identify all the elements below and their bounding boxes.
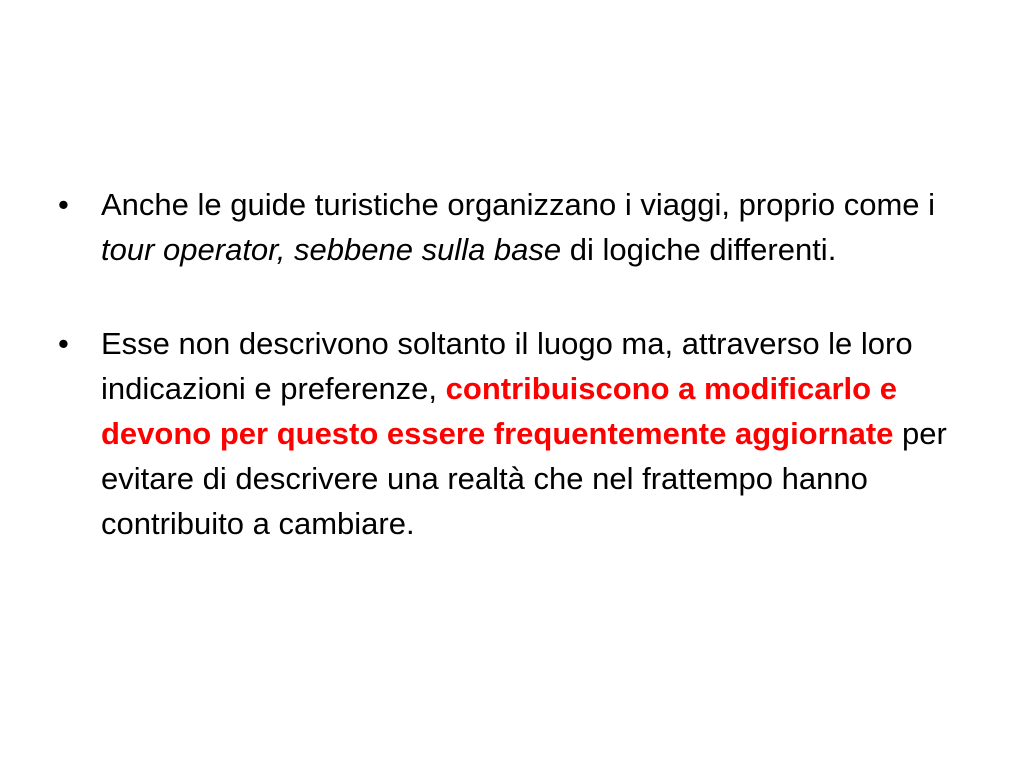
bullet-icon: • xyxy=(58,187,69,222)
bullet-1-text-end: di logiche differenti. xyxy=(561,232,837,267)
bullet-1-text-intro: Anche le guide turistiche organizzano i viaggi, proprio come i xyxy=(101,187,936,222)
bullet-2-text-end: per evitare di descrivere una realtà che nel frattempo hanno contribuito a cambiare. xyxy=(101,416,947,541)
bullet-item-1 xyxy=(56,182,976,272)
bullet-1-text-italic: tour operator, sebbene sulla base xyxy=(101,232,562,267)
bullet-item-2 xyxy=(56,321,976,546)
bullet-list xyxy=(56,182,976,546)
bullet-2-text-highlight: contribuiscono a modificarlo e devono per questo essere frequentemente aggiornate xyxy=(101,371,897,451)
bullet-2-text-intro: Esse non descrivono soltanto il luogo ma, attraverso le loro indicazioni e preferenze, xyxy=(101,326,913,406)
bullet-icon: • xyxy=(58,326,69,361)
